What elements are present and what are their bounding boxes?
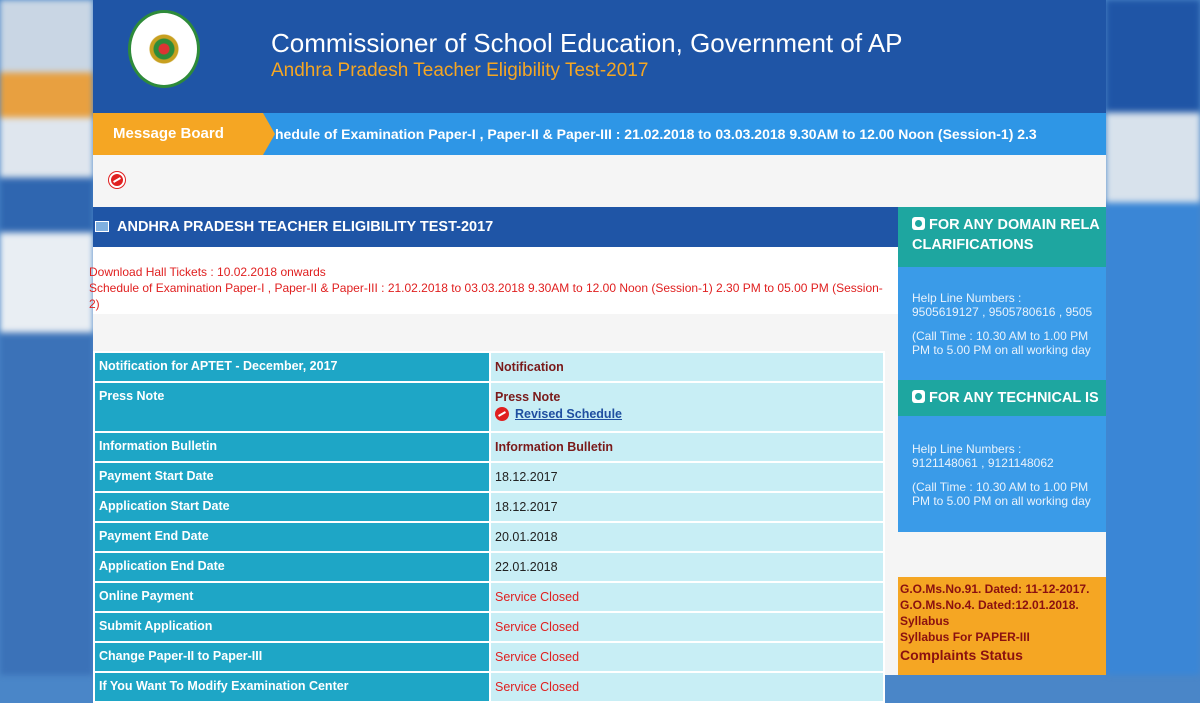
web-page xyxy=(89,0,1106,694)
panel-title: ANDHRA PRADESH TEACHER ELIGIBILITY TEST-2017 xyxy=(93,207,898,247)
go-links-box xyxy=(898,577,1106,675)
table-row xyxy=(94,492,884,522)
row-value: 18.12.2017 xyxy=(490,492,884,522)
phone-icon xyxy=(912,217,925,230)
complaints-status-link[interactable]: Complaints Status xyxy=(900,647,1023,663)
go-4-link[interactable]: G.O.Ms.No.4. Dated:12.01.2018. xyxy=(900,598,1079,612)
row-label: Notification for APTET - December, 2017 xyxy=(94,352,490,382)
service-status: Service Closed xyxy=(490,582,884,612)
revised-schedule-link[interactable]: Revised Schedule xyxy=(495,407,622,421)
table-row xyxy=(94,552,884,582)
technical-helpline-details: Help Line Numbers : 9121148061 , 9121148062 (Call Time : 10.30 AM to 1.00 PM PM to 5.00 PM on all working day xyxy=(912,442,1091,508)
row-label: Submit Application xyxy=(94,612,490,642)
table-row xyxy=(94,642,884,672)
row-label: Press Note xyxy=(94,382,490,432)
blurred-background-left xyxy=(0,0,93,675)
row-label: Information Bulletin xyxy=(94,432,490,462)
service-status: Service Closed xyxy=(490,612,884,642)
new-badge-icon xyxy=(109,172,125,188)
site-header xyxy=(93,0,1106,113)
table-row xyxy=(94,582,884,612)
ap-government-emblem-icon xyxy=(128,10,200,88)
new-badge-icon xyxy=(495,407,509,421)
technical-helpline-box xyxy=(898,380,1106,532)
message-board xyxy=(93,113,1106,155)
row-label: If You Want To Modify Examination Center xyxy=(94,672,490,702)
notification-link[interactable]: Notification xyxy=(490,352,884,382)
row-label: Change Paper-II to Paper-III xyxy=(94,642,490,672)
syllabus-link[interactable]: Syllabus xyxy=(900,614,950,628)
row-value: 18.12.2017 xyxy=(490,462,884,492)
row-value: 20.01.2018 xyxy=(490,522,884,552)
table-row xyxy=(94,352,884,382)
info-table xyxy=(93,351,885,703)
row-label: Application End Date xyxy=(94,552,490,582)
service-status: Service Closed xyxy=(490,672,884,702)
phone-icon xyxy=(912,390,925,403)
domain-helpline-title: FOR ANY DOMAIN RELA CLARIFICATIONS xyxy=(898,207,1106,267)
table-row xyxy=(94,522,884,552)
message-board-ticker[interactable]: hedule of Examination Paper-I , Paper-II & Paper-III : 21.02.2018 to 03.03.2018 9.30AM to 12.00 Noon (Session-1) 2.3 xyxy=(275,126,1037,142)
service-status: Service Closed xyxy=(490,642,884,672)
site-title: Commissioner of School Education, Government of AP xyxy=(271,28,903,58)
table-row xyxy=(94,612,884,642)
notice-hall-tickets[interactable]: Download Hall Tickets : 10.02.2018 onwards xyxy=(89,265,326,279)
row-label: Payment Start Date xyxy=(94,462,490,492)
table-row xyxy=(94,382,884,432)
notice-box xyxy=(89,247,898,314)
press-note-cell xyxy=(490,382,884,432)
row-label: Online Payment xyxy=(94,582,490,612)
syllabus-paper-3-link[interactable]: Syllabus For PAPER-III xyxy=(900,630,1030,644)
row-label: Application Start Date xyxy=(94,492,490,522)
blurred-background-right xyxy=(1106,0,1200,675)
table-row xyxy=(94,432,884,462)
message-board-label: Message Board xyxy=(93,113,263,155)
table-row xyxy=(94,672,884,702)
row-label: Payment End Date xyxy=(94,522,490,552)
domain-helpline-details: Help Line Numbers : 9505619127 , 9505780616 , 9505 (Call Time : 10.30 AM to 1.00 PM PM to 5.00 PM on all working day xyxy=(912,291,1093,357)
technical-helpline-title: FOR ANY TECHNICAL IS xyxy=(898,380,1106,416)
table-row xyxy=(94,462,884,492)
go-91-link[interactable]: G.O.Ms.No.91. Dated: 11-12-2017. xyxy=(900,582,1090,596)
site-subtitle: Andhra Pradesh Teacher Eligibility Test-2017 xyxy=(271,60,649,81)
information-bulletin-link[interactable]: Information Bulletin xyxy=(490,432,884,462)
row-value: 22.01.2018 xyxy=(490,552,884,582)
document-icon xyxy=(95,221,109,232)
press-note-link[interactable]: Press Note xyxy=(495,390,561,404)
notice-exam-schedule[interactable]: Schedule of Examination Paper-I , Paper-II & Paper-III : 21.02.2018 to 03.03.2018 9.30AM to 12.00 Noon (Session-1) 2.30 PM to 05.00 PM (Session-2) xyxy=(89,281,883,311)
